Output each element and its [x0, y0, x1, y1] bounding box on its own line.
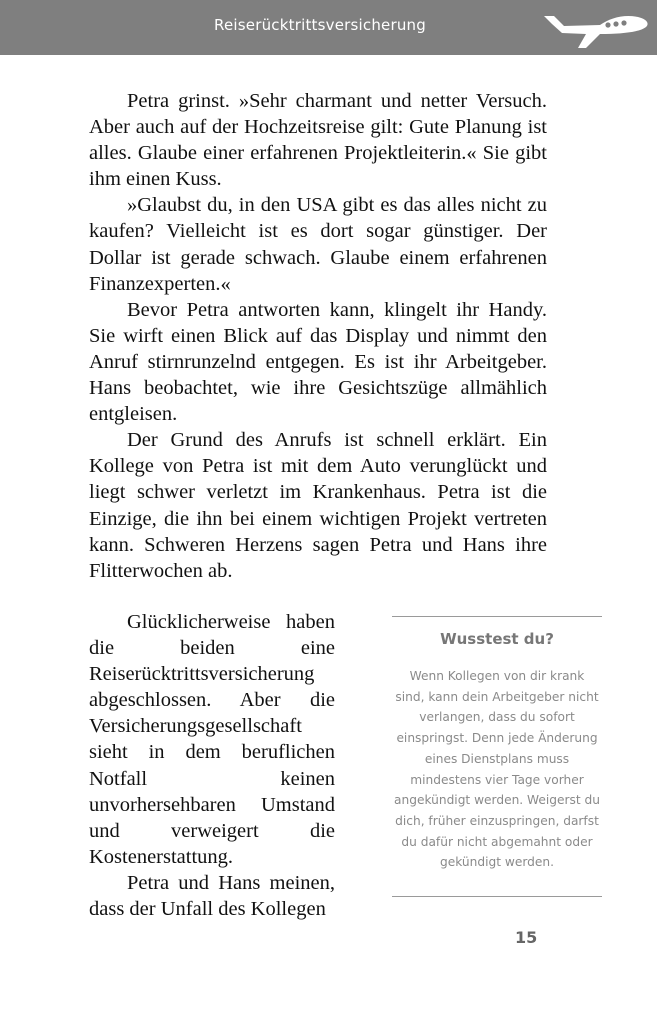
paragraph: »Glaubst du, in den USA gibt es das alles nicht zu kaufen? Vielleicht ist es dort sogar günstiger. Der Dollar ist gerade schwach. Glaube einem erfahrenen Finanzexperten.« — [89, 194, 547, 295]
top-divider — [392, 616, 602, 617]
info-box-title: Wusstest du? — [440, 630, 554, 648]
info-box — [392, 616, 602, 898]
main-text — [89, 88, 547, 584]
chapter-title: Reiserücktrittsversicherung — [214, 16, 426, 34]
running-header — [0, 0, 657, 55]
paragraph: Petra und Hans meinen, dass der Unfall des Kollegen — [89, 871, 335, 921]
paragraph: Petra grinst. »Sehr charmant und netter Versuch. Aber auch auf der Hochzeitsreise gilt: Gute Planung ist alles. Glaube einer erfahrenen Projektleiterin.« Sie gibt ihm einen Kuss. — [89, 90, 547, 191]
paragraph: Der Grund des Anrufs ist schnell erklärt. Ein Kollege von Petra ist mit dem Auto verunglückt und liegt schwer verletzt im Krankenhaus. Petra ist die Einzige, die ihn bei einem wichtigen Projekt vertreten kann. Schweren Herzens sagen Petra und Hans ihre Flitterwochen ab. — [89, 429, 547, 582]
main-text-narrow-column — [89, 609, 335, 922]
paragraph: Bevor Petra antworten kann, klingelt ihr Handy. Sie wirft einen Blick auf das Display und nimmt den Anruf stirnrunzelnd entgegen. Es ist ihr Arbeitgeber. Hans beobachtet, wie ihre Gesichtszüge allmählich entgleisen. — [89, 298, 547, 426]
paragraph: Glücklicherweise haben die beiden eine Reiserücktrittsversicherung abgeschlossen. Aber die Versicherungsgesellschaft sieht in dem beruflichen Notfall keinen unvorhersehbaren Umstand und verweigert die Kostenerstattung. — [89, 611, 335, 868]
page-number: 15 — [515, 928, 538, 947]
info-box-text: Wenn Kollegen von dir krank sind, kann dein Arbeitgeber nicht verlangen, dass du sofort einspringst. Denn jede Änderung eines Dienstplans muss mindestens vier Tage vorher angekündigt werden. Weigerst du dich, früher einzuspringen, darfst du dafür nicht abgemahnt oder gekündigt werden. — [394, 669, 600, 870]
bottom-divider — [392, 896, 602, 897]
airplane-icon — [540, 4, 652, 50]
